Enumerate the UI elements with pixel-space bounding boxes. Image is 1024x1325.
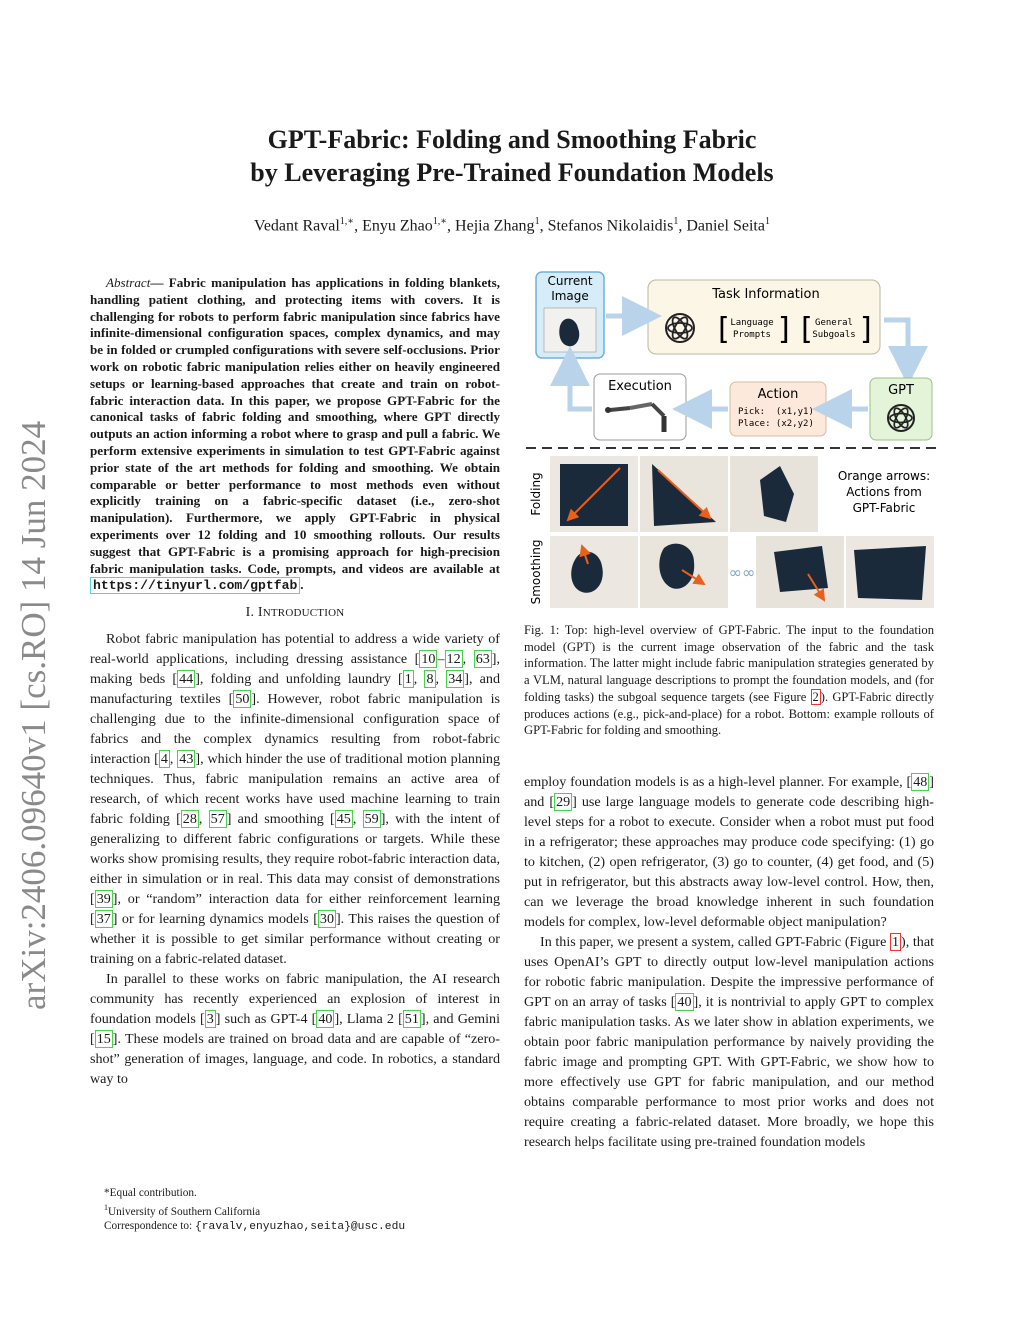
citation-link[interactable]: 8: [426, 671, 434, 688]
author-affiliation: 1: [534, 216, 540, 227]
text-segment: ,: [413, 671, 425, 688]
text-segment: ] or for learning dynamics models [: [112, 911, 318, 928]
section-number: I. I: [245, 605, 263, 621]
folding-row-label: Folding: [529, 472, 543, 516]
affiliation-name: University of Southern California: [108, 1205, 261, 1218]
orange-note-line1: Orange arrows:: [837, 469, 931, 483]
execution-label: Execution: [608, 379, 672, 394]
text-segment: ], it is nontrivial to apply GPT to complex fabric manipulation tasks. As we later show in ablation experiments, we obtain poor fabric manipulation performance by naively providing the fabric image and prompting GPT. With GPT-Fabric, we show how to more effectively use GPT for fabric manipulation, and our method obtains comparable performance to most prior works and does not require creating a fabric-related dataset. More broadly, we hope this research helps facilitate using pre-trained foundation models: [524, 994, 934, 1150]
abstract-text: Fabric manipulation has applications in folding blankets, handling patient clothing, and protecting items with covers. It is challenging for robots to perform fabric manipulation since fabrics have infinite-dimensional configuration spaces, complex dynamics, and may be in folded or crumpled configurations with severe self-occlusions. Prior work on robotic fabric manipulation relies either on heavily engineered setups or learning-based approaches that create and train on robot-fabric interaction data. In this paper, we propose GPT-Fabric for the canonical tasks of fabric folding and smoothing, where GPT directly outputs an action informing a robot where to grasp and pull a fabric. We perform extensive experiments in simulation to test GPT-Fabric against prior state of the art methods for folding and smoothing. We obtain comparable or better performance to most methods even without explicitly training on a fabric-specific dataset (i.e., zero-shot manipulation). Furthermore, we apply GPT-Fabric in physical experiments over 12 folding and 10 smoothing rollouts. Our results suggest that GPT-Fabric is a promising approach for high-precision fabric manipulation tasks. Code, prompts, and videos are available at: [90, 275, 500, 576]
citation-link[interactable]: 34: [448, 671, 463, 688]
section-heading-introduction: [90, 605, 500, 621]
right-column-text: [524, 772, 934, 1152]
current-image-label-line1: Current: [547, 274, 593, 288]
smoothing-fabric-4: [854, 546, 926, 600]
text-segment: ,: [352, 811, 363, 828]
author-affiliation: 1,∗: [339, 216, 355, 227]
text-segment: ], and Gemini [: [90, 1011, 500, 1048]
citation-link[interactable]: 10: [421, 651, 436, 668]
text-segment: ], Llama 2 [: [334, 1011, 403, 1028]
citation-link[interactable]: 44: [179, 671, 194, 688]
text-segment: ). GPT-Fabric directly produces actions (e.g., pick-and-place) for a robot. Bottom: example rollouts of GPT-Fabric for folding and smoothing.: [524, 689, 934, 738]
citation-link[interactable]: 45: [336, 811, 351, 828]
affiliation-sup: 1: [104, 1202, 108, 1212]
citation-link[interactable]: 30: [319, 911, 334, 928]
citation-link[interactable]: 48: [913, 774, 928, 790]
arxiv-identifier: arXiv:2406.09640v1 [cs.RO] 14 Jun 2024: [14, 420, 53, 1010]
citation-link[interactable]: 39: [96, 891, 111, 908]
author-name: Hejia Zhang: [455, 217, 535, 235]
author-name: Enyu Zhao: [362, 217, 433, 235]
ellipsis-icon: ∞∞: [728, 563, 756, 582]
author-affiliation: 1: [673, 216, 679, 227]
text-segment: ] and smoothing [: [226, 811, 335, 828]
citation-link[interactable]: 40: [318, 1011, 333, 1028]
text-segment: ], or “random” interaction data for either reinforcement learning [: [90, 891, 500, 928]
text-segment: ,: [462, 651, 474, 668]
project-link[interactable]: https://tinyurl.com/gptfab: [90, 577, 300, 594]
correspondence-emails[interactable]: {ravalv,enyuzhao,seita}@usc.edu: [194, 1220, 406, 1233]
footnote-equal-contribution: *Equal contribution.: [104, 1187, 197, 1199]
text-segment: ] such as GPT-4 [: [215, 1011, 317, 1028]
citation-link[interactable]: 28: [182, 811, 197, 828]
figure-1-diagram: [524, 270, 940, 610]
abstract-end: .: [300, 577, 304, 593]
author-affiliation: 1,∗: [432, 216, 448, 227]
author-name: Daniel Seita: [686, 217, 765, 235]
text-segment: ]. This raises the question of whether it is possible to get similar performance without creating or training on a fabric-related dataset.: [90, 911, 500, 968]
text-segment: employ foundation models is as a high-level planner. For example, [: [524, 774, 912, 790]
author-name: Vedant Raval: [254, 217, 340, 235]
text-segment: ], which hinder the use of traditional motion planning techniques. Thus, fabric manipulation remains an active area of research, of which recent works have used machine learning to train fabric folding [: [90, 751, 501, 828]
text-segment: ], and manufacturing textiles [: [90, 671, 500, 708]
citation-link[interactable]: 29: [556, 794, 571, 810]
action-place: Place: (x2,y2): [738, 419, 814, 429]
text-segment: ] use large language models to generate code describing high-level steps for a robot to execute. Consider when a robot must put food in a refrigerator; these approaches may produce code specifying: (1) go to kitchen, (2) open refrigerator, (3) go to counter, (4) get food, and (5) put in refrigerator, but this abstracts away low-level control. How, then, can we leverage the broad knowledge inherent in such foundation models for complex, low-level deformable object manipulation?: [524, 794, 934, 930]
arrow-task-to-gpt: [884, 320, 908, 366]
paper-title: [140, 123, 884, 189]
title-line-1: GPT-Fabric: Folding and Smoothing Fabric: [267, 125, 757, 154]
general-subgoals-line1: General: [815, 318, 853, 328]
citation-link[interactable]: 43: [179, 751, 194, 768]
citation-link[interactable]: 50: [235, 691, 250, 708]
current-image-label-line2: Image: [551, 289, 589, 303]
left-column: [90, 275, 500, 1089]
author-list: Vedant Raval$^{1,∗}$, Enyu Zhao$^{1,∗}$, Hejia Zhang$^1$, Stefanos Nikolaidis$^1$, Daniel Seita$^1$: [254, 216, 770, 235]
title-line-2: by Leveraging Pre-Trained Foundation Models: [250, 158, 774, 187]
footnotes: [104, 1186, 405, 1234]
text-segment: ]. However, robot fabric manipulation is challenging due to the infinite-dimensional configuration space of fabrics and the complex dynamics resulting from robot-fabric interaction [: [90, 691, 500, 768]
smoothing-fabric-2: [659, 544, 694, 589]
action-label: Action: [757, 387, 799, 402]
figure-1-caption: [524, 622, 934, 739]
text-segment: In this paper, we present a system, called GPT-Fabric (Figure: [540, 934, 890, 950]
citation-link[interactable]: 3: [206, 1011, 214, 1028]
abstract-dash: —: [150, 275, 169, 290]
bracket-right-icon: ]: [778, 312, 790, 347]
intro-paragraph-2: [90, 969, 500, 1089]
text-segment: ], with the intent of generalizing to different fabric configurations or targets. While these works show promising results, they require robot-fabric interaction data, either in simulation or in real. This data may consist of demonstrations [: [90, 811, 501, 908]
figure-reference-link[interactable]: 1: [891, 934, 900, 950]
task-information-label: Task Information: [712, 287, 820, 302]
bracket-left-icon: [: [718, 312, 730, 347]
citation-link[interactable]: 40: [677, 994, 692, 1010]
citation-link[interactable]: 4: [160, 751, 168, 768]
text-segment: Fig. 1: Top: high-level overview of GPT-Fabric. The input to the foundation model (GPT) is the current image observation of the fabric and the task information. The latter might include fabric manipulation strategies generated by a VLM, natural language descriptions to prompt the foundation models, and (for folding tasks) the subgoal sequence targets (see Figure: [524, 623, 934, 704]
text-segment: ], making beds [: [90, 651, 501, 688]
citation-link[interactable]: 15: [96, 1031, 111, 1048]
citation-link[interactable]: 51: [404, 1011, 419, 1028]
abstract-label: Abstract: [106, 275, 151, 290]
intro-paragraph-1: [90, 629, 500, 969]
citation-link[interactable]: 57: [210, 811, 225, 828]
abstract: [90, 275, 500, 595]
bracket-left-icon: [: [801, 312, 813, 347]
citation-link[interactable]: 63: [475, 651, 490, 668]
text-segment: Robot fabric manipulation has potential to address a wide variety of real-world applications, including dressing assistance [: [90, 631, 500, 668]
footnote-correspondence: [104, 1219, 405, 1235]
arrow-execution-to-image: [570, 366, 592, 409]
orange-note-line2: Actions from: [846, 485, 922, 499]
gpt-label: GPT: [888, 383, 914, 398]
smoothing-row-label: Smoothing: [529, 539, 543, 605]
right-paragraph-2: [524, 932, 934, 1152]
figure-1: [524, 270, 940, 610]
citation-link[interactable]: 59: [364, 811, 379, 828]
footnote-affiliation: [104, 1201, 405, 1219]
text-segment: ]. These models are trained on broad data and are capable of “zero-shot” generation of images, language, and code. In robotics, a standard way to: [90, 1031, 500, 1088]
figure-reference-link[interactable]: 2: [812, 689, 819, 704]
general-subgoals-line2: Subgoals: [812, 330, 856, 340]
language-prompts-line2: Prompts: [733, 330, 771, 340]
citation-link[interactable]: 12: [446, 651, 461, 668]
action-pick: Pick: (x1,y1): [738, 407, 814, 417]
text-segment: ,: [169, 751, 178, 768]
citation-link[interactable]: 1: [404, 671, 412, 688]
orange-note-line3: GPT-Fabric: [852, 501, 916, 515]
citation-link[interactable]: 37: [96, 911, 111, 928]
text-segment: –: [437, 651, 445, 668]
text-segment: ,: [198, 811, 209, 828]
text-segment: ], folding and unfolding laundry [: [195, 671, 403, 688]
smoothing-fabric-3: [774, 546, 828, 592]
section-name: NTRODUCTION: [262, 607, 345, 620]
right-paragraph-1: [524, 772, 934, 932]
author-affiliation: 1: [764, 216, 770, 227]
language-prompts-line1: Language: [730, 318, 774, 328]
text-segment: ), that uses OpenAI’s GPT to directly output low-level manipulation actions for robotic fabric manipulation. Despite the impressive performance of GPT on an array of tasks [: [524, 934, 935, 1010]
correspondence-label: Correspondence to:: [104, 1219, 195, 1232]
text-segment: ] and [: [524, 774, 934, 810]
text-segment: ,: [435, 671, 447, 688]
bracket-right-icon: ]: [860, 312, 872, 347]
author-name: Stefanos Nikolaidis: [547, 217, 674, 235]
text-segment: In parallel to these works on fabric manipulation, the AI research community has recently experienced an explosion of interest in foundation models [: [90, 971, 500, 1028]
